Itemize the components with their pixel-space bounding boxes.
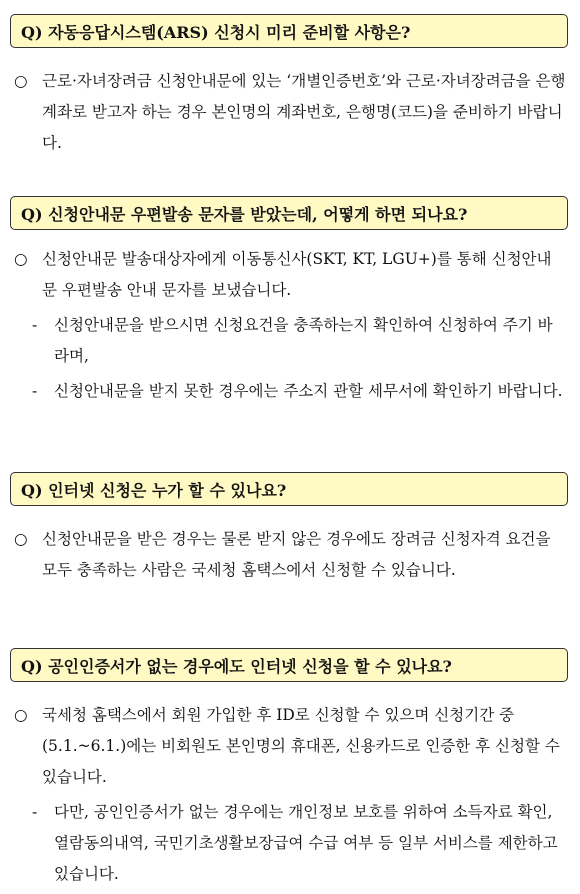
dash-bullet-icon: - xyxy=(32,803,38,821)
circle-bullet-icon: ○ xyxy=(14,530,28,548)
faq-answer-3-bullet xyxy=(14,524,566,586)
faq-answer-2-dash-1-text: 신청안내문을 받으시면 신청요건을 충족하는지 확인하여 신청하여 주기 바라며, xyxy=(54,316,553,365)
faq-question-3-text: Q) 인터넷 신청은 누가 할 수 있나요? xyxy=(21,480,287,500)
dash-bullet-icon: - xyxy=(32,382,38,400)
faq-answer-2-text: 신청안내문 발송대상자에게 이동통신사(SKT, KT, LGU+)를 통해 신청안내문 우편발송 안내 문자를 보냈습니다. xyxy=(42,250,552,299)
dash-bullet-icon: - xyxy=(32,316,38,334)
faq-question-2-text: Q) 신청안내문 우편발송 문자를 받았는데, 어떻게 하면 되나요? xyxy=(21,204,468,224)
faq-question-1-text: Q) 자동응답시스템(ARS) 신청시 미리 준비할 사항은? xyxy=(21,22,411,42)
faq-answer-2 xyxy=(14,244,566,407)
faq-answer-4-text: 국세청 홈택스에서 회원 가입한 후 ID로 신청할 수 있으며 신청기간 중(5.1.~6.1.)에는 비회원도 본인명의 휴대폰, 신용카드로 인증한 후 신청할 수 있습니다. xyxy=(42,706,560,786)
faq-question-4-text: Q) 공인인증서가 없는 경우에도 인터넷 신청을 할 수 있나요? xyxy=(21,656,452,676)
faq-answer-1 xyxy=(14,66,566,159)
faq-answer-1-bullet xyxy=(14,66,566,159)
faq-question-1 xyxy=(10,14,568,48)
faq-answer-3 xyxy=(14,524,566,586)
faq-answer-2-bullet xyxy=(14,244,566,306)
circle-bullet-icon: ○ xyxy=(14,250,28,268)
faq-question-4 xyxy=(10,648,568,682)
faq-answer-4-dash-1-text: 다만, 공인인증서가 없는 경우에는 개인정보 보호를 위하여 소득자료 확인, 열람동의내역, 국민기초생활보장급여 수급 여부 등 일부 서비스를 제한하고 있습니다. xyxy=(54,803,558,883)
faq-answer-2-dash-1 xyxy=(14,310,566,372)
faq-answer-4 xyxy=(14,700,566,890)
faq-answer-2-dash-2-text: 신청안내문을 받지 못한 경우에는 주소지 관할 세무서에 확인하기 바랍니다. xyxy=(54,382,563,400)
faq-answer-4-bullet xyxy=(14,700,566,793)
faq-answer-4-dash-1 xyxy=(14,797,566,890)
faq-answer-3-text: 신청안내문을 받은 경우는 물론 받지 않은 경우에도 장려금 신청자격 요건을 모두 충족하는 사람은 국세청 홈택스에서 신청할 수 있습니다. xyxy=(42,530,551,579)
circle-bullet-icon: ○ xyxy=(14,706,28,724)
faq-question-3 xyxy=(10,472,568,506)
circle-bullet-icon: ○ xyxy=(14,72,28,90)
faq-question-2 xyxy=(10,196,568,230)
faq-answer-2-dash-2 xyxy=(14,376,566,407)
faq-answer-1-text: 근로·자녀장려금 신청안내문에 있는 ‘개별인증번호’와 근로·자녀장려금을 은행계좌로 받고자 하는 경우 본인명의 계좌번호, 은행명(코드)을 준비하기 바랍니다. xyxy=(42,72,566,152)
